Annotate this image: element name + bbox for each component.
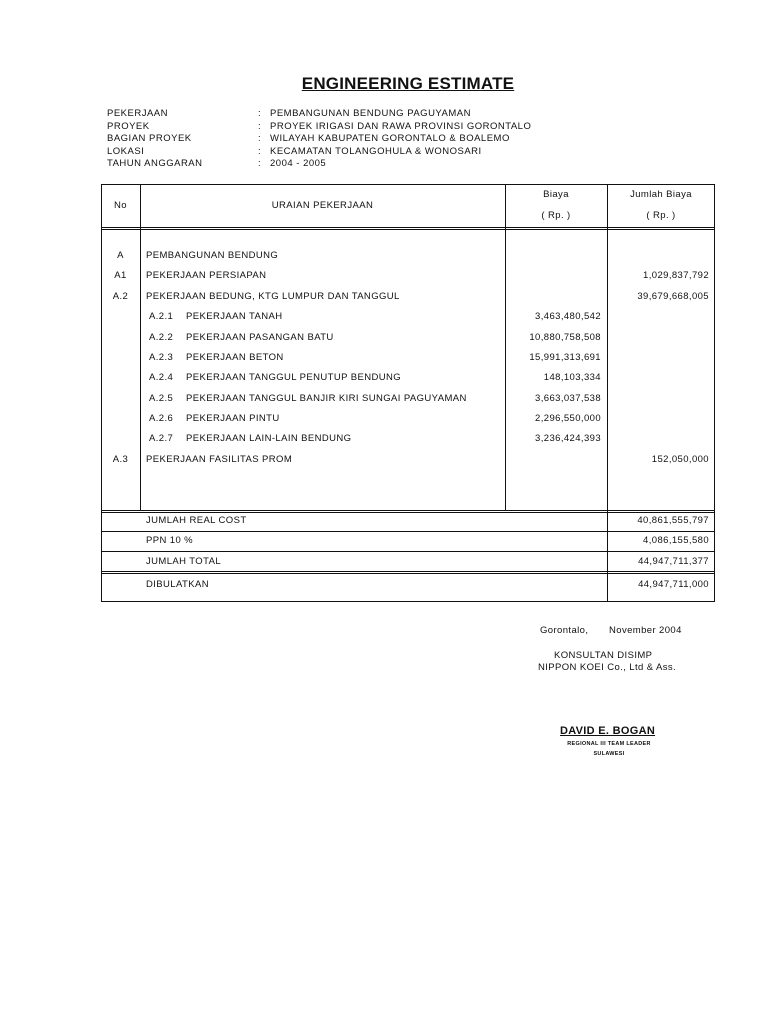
total-value: 4,086,155,580 bbox=[643, 535, 709, 546]
subrow-desc: PEKERJAAN LAIN-LAIN BENDUNG bbox=[186, 433, 352, 444]
row-desc: PEKERJAAN BEDUNG, KTG LUMPUR DAN TANGGUL bbox=[146, 291, 400, 302]
subrow-biaya: 148,103,334 bbox=[543, 372, 601, 383]
subrow-biaya: 3,663,037,538 bbox=[535, 393, 601, 404]
header-no: No bbox=[114, 200, 127, 211]
subrow-code: A.2.7 bbox=[149, 433, 174, 444]
signature-place: Gorontalo, bbox=[540, 625, 589, 636]
subrow-code: A.2.6 bbox=[149, 413, 174, 424]
total-label: JUMLAH TOTAL bbox=[146, 556, 222, 567]
header-jumlah-unit: ( Rp. ) bbox=[646, 210, 676, 221]
subrow-code: A.2.1 bbox=[149, 311, 174, 322]
row-no: A1 bbox=[114, 270, 127, 281]
subrow-code: A.2.4 bbox=[149, 372, 174, 383]
row-desc: PEKERJAAN FASILITAS PROM bbox=[146, 454, 293, 465]
row-jumlah: 39,679,668,005 bbox=[637, 291, 709, 302]
info-key: PEKERJAAN bbox=[107, 108, 168, 119]
info-key: TAHUN ANGGARAN bbox=[107, 158, 203, 170]
subrow-code: A.2.3 bbox=[149, 352, 174, 363]
row-desc: PEKERJAAN PERSIAPAN bbox=[146, 270, 267, 281]
subrow-desc: PEKERJAAN TANGGUL PENUTUP BENDUNG bbox=[186, 372, 402, 383]
subrow-code: A.2.5 bbox=[149, 393, 174, 404]
info-key: LOKASI bbox=[107, 145, 145, 157]
header-biaya-unit: ( Rp. ) bbox=[541, 210, 571, 221]
signature-company-2: NIPPON KOEI Co., Ltd & Ass. bbox=[538, 662, 677, 673]
info-value: PEMBANGUNAN BENDUNG PAGUYAMAN bbox=[270, 108, 472, 119]
header-biaya: Biaya bbox=[543, 189, 569, 200]
total-value: 44,947,711,377 bbox=[638, 556, 709, 567]
signature-company-1: KONSULTAN DISIMP bbox=[554, 650, 653, 661]
info-colon: : bbox=[258, 145, 262, 157]
subrow-desc: PEKERJAAN BETON bbox=[186, 352, 284, 363]
info-colon: : bbox=[258, 133, 262, 145]
header-jumlah: Jumlah Biaya bbox=[630, 189, 692, 200]
totals-separator bbox=[101, 510, 715, 513]
info-value: WILAYAH KABUPATEN GORONTALO & BOALEMO bbox=[270, 133, 510, 145]
info-colon: : bbox=[258, 158, 262, 170]
row-no: A.3 bbox=[112, 454, 129, 465]
subrow-biaya: 3,463,480,542 bbox=[535, 311, 601, 322]
subrow-biaya: 10,880,758,508 bbox=[529, 332, 601, 343]
total-label: DIBULATKAN bbox=[146, 579, 209, 590]
subrow-desc: PEKERJAAN PASANGAN BATU bbox=[186, 332, 334, 343]
signer-region: SULAWESI bbox=[593, 751, 625, 757]
row-jumlah: 1,029,837,792 bbox=[643, 270, 709, 281]
signature-date: November 2004 bbox=[609, 625, 682, 636]
row-no: A bbox=[117, 250, 124, 261]
row-jumlah: 152,050,000 bbox=[651, 454, 709, 465]
subrow-biaya: 15,991,313,691 bbox=[529, 352, 601, 363]
totals-line bbox=[101, 531, 715, 532]
info-colon: : bbox=[258, 108, 262, 119]
subrow-desc: PEKERJAAN PINTU bbox=[186, 413, 280, 424]
signer-role: REGIONAL III TEAM LEADER bbox=[567, 741, 651, 747]
info-key: BAGIAN PROYEK bbox=[107, 133, 192, 145]
row-desc: PEMBANGUNAN BENDUNG bbox=[146, 250, 279, 261]
document-title: ENGINEERING ESTIMATE bbox=[301, 74, 515, 93]
signer-name: DAVID E. BOGAN bbox=[560, 725, 656, 737]
subrow-biaya: 3,236,424,393 bbox=[535, 433, 601, 444]
totals-line bbox=[101, 571, 715, 574]
col-line-uraian bbox=[505, 184, 506, 511]
header-separator bbox=[101, 227, 715, 230]
subrow-desc: PEKERJAAN TANGGUL BANJIR KIRI SUNGAI PAGUYAMAN bbox=[186, 393, 467, 404]
row-no: A.2 bbox=[112, 291, 129, 302]
total-value: 44,947,711,000 bbox=[638, 579, 709, 590]
total-label: JUMLAH REAL COST bbox=[146, 515, 247, 526]
col-line-no bbox=[140, 184, 141, 511]
info-value: PROYEK IRIGASI DAN RAWA PROVINSI GORONTALO bbox=[270, 120, 532, 132]
info-colon: : bbox=[258, 120, 262, 132]
info-value: 2004 - 2005 bbox=[270, 158, 327, 170]
totals-line bbox=[101, 551, 715, 552]
info-key: PROYEK bbox=[107, 120, 150, 132]
header-uraian: URAIAN PEKERJAAN bbox=[271, 200, 374, 211]
subrow-biaya: 2,296,550,000 bbox=[535, 413, 601, 424]
subrow-desc: PEKERJAAN TANAH bbox=[186, 311, 283, 322]
subrow-code: A.2.2 bbox=[149, 332, 174, 343]
total-label: PPN 10 % bbox=[146, 535, 194, 546]
total-value: 40,861,555,797 bbox=[637, 515, 709, 526]
info-value: KECAMATAN TOLANGOHULA & WONOSARI bbox=[270, 145, 482, 157]
